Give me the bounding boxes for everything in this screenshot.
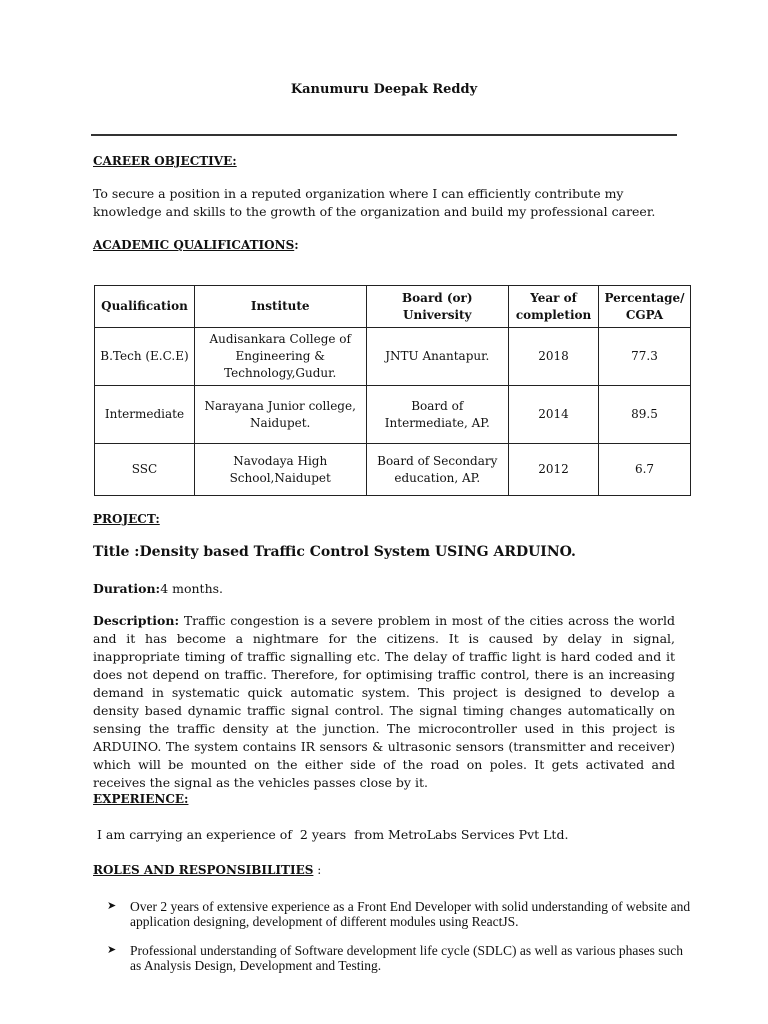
- column-header: Institute: [194, 286, 366, 328]
- project-description: [93, 612, 675, 792]
- academic-heading-suffix: :: [294, 238, 299, 252]
- table-row: [95, 328, 691, 386]
- duration-value: 4 months.: [160, 581, 224, 596]
- duration-label: Duration:: [93, 581, 161, 596]
- roles-heading-wrap: [93, 863, 321, 877]
- table-row: [95, 444, 691, 496]
- column-header: Board (or) University: [366, 286, 509, 328]
- arrow-bullet-icon: ➤: [107, 900, 117, 912]
- career-objective-heading: CAREER OBJECTIVE:: [93, 154, 237, 168]
- table-cell: 6.7: [599, 444, 691, 496]
- table-cell: Board of Secondary education, AP.: [366, 444, 509, 496]
- table-cell: 2014: [509, 386, 599, 444]
- academic-heading-wrap: [93, 238, 299, 252]
- table-row: [95, 386, 691, 444]
- table-cell: SSC: [95, 444, 195, 496]
- column-header: Qualification: [95, 286, 195, 328]
- project-duration: [93, 580, 223, 598]
- experience-heading: EXPERIENCE:: [93, 792, 189, 806]
- list-item: [107, 899, 697, 929]
- experience-text: I am carrying an experience of 2 years from MetroLabs Services Pvt Ltd.: [97, 827, 569, 842]
- table-cell: Narayana Junior college, Naidupet.: [194, 386, 366, 444]
- list-item-text: Professional understanding of Software development life cycle (SDLC) as well as various phases such as Analysis Design, Development and Testing.: [130, 943, 683, 973]
- list-item: [107, 943, 697, 973]
- career-objective-text: To secure a position in a reputed organization where I can efficiently contribute my knowledge and skills to the growth of the organization and build my professional career.: [93, 186, 656, 219]
- table-cell: 89.5: [599, 386, 691, 444]
- candidate-name: Kanumuru Deepak Reddy: [290, 82, 478, 97]
- description-label: Description:: [93, 613, 180, 628]
- project-title: Title :Density based Traffic Control System USING ARDUINO.: [93, 544, 576, 560]
- table-cell: Audisankara College of Engineering & Technology,Gudur.: [194, 328, 366, 386]
- table-cell: 2018: [509, 328, 599, 386]
- list-item-text: Over 2 years of extensive experience as a Front End Developer with solid understanding of website and application designing, development of different modules using ReactJS.: [130, 899, 691, 929]
- table-cell: 2012: [509, 444, 599, 496]
- project-heading: PROJECT:: [93, 512, 160, 526]
- roles-heading: ROLES AND RESPONSIBILITIES: [93, 863, 314, 877]
- academic-heading: ACADEMIC QUALIFICATIONS: [93, 238, 295, 252]
- table-cell: B.Tech (E.C.E): [95, 328, 195, 386]
- table-cell: Intermediate: [95, 386, 195, 444]
- table-header-row: [95, 286, 691, 328]
- table-cell: Navodaya High School,Naidupet: [194, 444, 366, 496]
- description-text: Traffic congestion is a severe problem in most of the cities across the world and it has become a nightmare for the citizens. It is caused by delay in signal, inappropriate timing of traffic signalling etc. The delay of traffic light is hard coded and it does not depend on traffic. Therefore, for optimising traffic control, there is an increasing demand in systematic quick automatic system. This project is designed to develop a density based dynamic traffic signal control. The signal timing changes automatically on sensing the traffic density at the junction. The microcontroller used in this project is ARDUINO. The system contains IR sensors & ultrasonic sensors (transmitter and receiver) which will be mounted on the either side of the road on poles. It gets activated and receives the signal as the vehicles passes close by it.: [93, 613, 675, 790]
- column-header: Year of completion: [509, 286, 599, 328]
- arrow-bullet-icon: ➤: [107, 944, 117, 956]
- header-divider: [91, 134, 677, 136]
- column-header: Percentage/ CGPA: [599, 286, 691, 328]
- table-cell: Board of Intermediate, AP.: [366, 386, 509, 444]
- table-cell: JNTU Anantapur.: [366, 328, 509, 386]
- roles-heading-suffix: :: [313, 863, 322, 877]
- table-cell: 77.3: [599, 328, 691, 386]
- qualifications-table: [94, 285, 691, 496]
